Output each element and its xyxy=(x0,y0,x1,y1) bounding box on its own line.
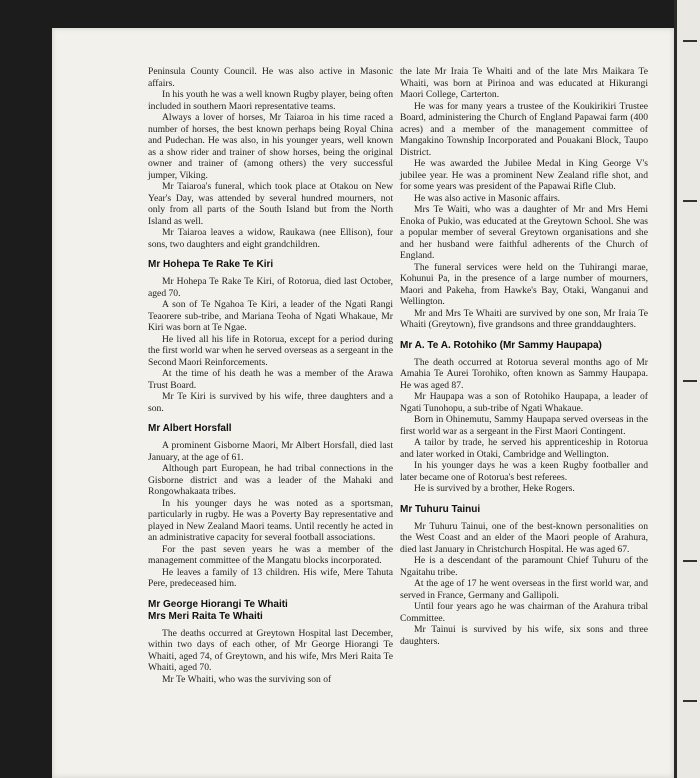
obituary-heading: Mr A. Te A. Rotohiko (Mr Sammy Haupapa) xyxy=(400,339,602,351)
paragraph: In his younger days he was a keen Rugby footballer and later became one of Rotorua's best referees. xyxy=(400,460,648,483)
obituary-heading: Mrs Meri Raita Te Whaiti xyxy=(148,610,263,622)
paragraph: The deaths occurred at Greytown Hospital last December, within two days of each other, of Mr George Hiorangi Te Whaiti, aged 74, of Greytown, and his wife, Mrs Meri Raita Te Whaiti, aged 70. xyxy=(148,627,393,673)
paragraph: In his younger days he was noted as a sportsman, particularly in rugby. He was a Poverty Bay representative and played in New Zealand Maori teams. Until recently he acted in an administrative capacity for several football associations. xyxy=(148,497,393,543)
paragraph: Although part European, he had tribal connections in the Gisborne district and was a leader of the Mahaki and Rongowhakaata tribes. xyxy=(148,463,393,497)
paragraph: He lived all his life in Rotorua, except for a period during the first world war when he served overseas as a sergeant in the Second Maori Reinforcements. xyxy=(148,333,393,368)
paragraph: At the age of 17 he went overseas in the first world war, and served in France, Germany and Gallipoli. xyxy=(400,578,648,601)
paragraph: The funeral services were held on the Tuhirangi marae, Kohunui Pa, in the presence of a large number of mourners, Maori and Pakeha, from Hawke's Bay, Otaki, Wanganui and Wellington. xyxy=(400,261,648,307)
paragraph: The death occurred at Rotorua several months ago of Mr Amahia Te Aurei Torohiko, often known as Sammy Haupapa. He was aged 87. xyxy=(400,356,648,391)
paragraph: For the past seven years he was a member of the management committee of the Mangatu blocks incorporated. xyxy=(148,543,393,566)
left-column xyxy=(148,66,393,685)
paragraph: A tailor by trade, he served his apprenticeship in Rotorua and later worked in Otaki, Cambridge and Wellington. xyxy=(400,437,648,460)
paragraph: Mr Taiaroa's funeral, which took place at Otakou on New Year's Day, was attended by several hundred mourners, not only from all parts of the South Island but from the North Island as well. xyxy=(148,181,393,227)
paragraph: He was also active in Masonic affairs. xyxy=(414,192,561,204)
paragraph: Peninsula County Council. He was also active in Masonic affairs. xyxy=(148,66,393,89)
paragraph: In his youth he was a well known Rugby player, being often included in southern Maori representative teams. xyxy=(148,89,393,112)
obituary-heading: Mr George Hiorangi Te Whaiti xyxy=(148,598,288,610)
paragraph: He was awarded the Jubilee Medal in King George V's jubilee year. He was a prominent New Zealand rifle shot, and for some years was president of the Papawai Rifle Club. xyxy=(400,158,648,192)
paragraph: Mr and Mrs Te Whaiti are survived by one son, Mr Iraia Te Whaiti (Greytown), five grandsons and three granddaughters. xyxy=(400,307,648,330)
obituary-heading: Mr Tuhuru Tainui xyxy=(400,503,481,515)
paragraph: Mr Hohepa Te Rake Te Kiri, of Rotorua, died last October, aged 70. xyxy=(148,276,393,299)
paragraph: He leaves a family of 13 children. His wife, Mere Tahuta Pere, predeceased him. xyxy=(148,566,393,589)
paragraph: Mr Taiaroa leaves a widow, Raukawa (nee Ellison), four sons, two daughters and eight grandchildren. xyxy=(148,227,393,250)
paragraph: Mr Haupapa was a son of Rotohiko Haupapa, a leader of Ngati Tunohopu, a sub-tribe of Ngati Whakaue. xyxy=(400,391,648,414)
paragraph: the late Mr Iraia Te Whaiti and of the late Mrs Maikara Te Whaiti, was born at Pirinoa and was educated at Hikurangi Maori College, Carterton. xyxy=(400,66,648,100)
paragraph: Mr Te Kiri is survived by his wife, three daughters and a son. xyxy=(148,391,393,414)
paragraph: Mrs Te Waiti, who was a daughter of Mr and Mrs Hemi Enoka of Pukio, was educated at the Greytown School. She was a popular member of several Greytown organisations and she and her husband were faithful adherents of the Church of England. xyxy=(400,204,648,261)
paragraph: He is a descendant of the paramount Chief Tuhuru of the Ngaitahu tribe. xyxy=(400,555,648,578)
paragraph: Until four years ago he was chairman of the Arahura tribal Committee. xyxy=(400,601,648,624)
paragraph: Mr Tuhuru Tainui, one of the best-known personalities on the West Coast and an elder of the Maori people of Arahura, died last January in Christchurch Hospital. He was aged 67. xyxy=(400,520,648,555)
paragraph: Mr Tainui is survived by his wife, six sons and three daughters. xyxy=(400,624,648,647)
paragraph: He is survived by a brother, Heke Rogers. xyxy=(414,483,575,494)
paragraph: A prominent Gisborne Maori, Mr Albert Horsfall, died last January, at the age of 61. xyxy=(148,440,393,463)
paragraph: Mr Te Whaiti, who was the surviving son of xyxy=(162,673,332,685)
right-column xyxy=(400,66,648,647)
paragraph: Born in Ohinemutu, Sammy Haupapa served overseas in the first world war as a sergeant in the First Maori Contingent. xyxy=(400,414,648,437)
obituary-heading: Mr Albert Horsfall xyxy=(148,423,232,434)
paragraph: He was for many years a trustee of the Koukirikiri Trustee Board, administering the Church of England Papawai farm (400 acres) and a member of the management committee of Mangakino Township Incorporated and Pouakani Block, Taupo District. xyxy=(400,100,648,158)
paragraph: A son of Te Ngahoa Te Kiri, a leader of the Ngati Rangi Teaorere sub-tribe, and Mariana Teoha of Ngati Whakaue, Mr Kiri was born at Te Ngae. xyxy=(148,299,393,333)
adjacent-page-edge xyxy=(674,0,700,778)
obituary-heading: Mr Hohepa Te Rake Te Kiri xyxy=(148,259,274,270)
paragraph: At the time of his death he was a member of the Arawa Trust Board. xyxy=(148,368,393,391)
paragraph: Always a lover of horses, Mr Taiaroa in his time raced a number of horses, the best known perhaps being Royal China and Pudechan. He was also, in his younger years, well known as a show rider and trainer of show horses, being the original owner and trainer of (among others) the very successful jumper, Viking. xyxy=(148,112,393,181)
